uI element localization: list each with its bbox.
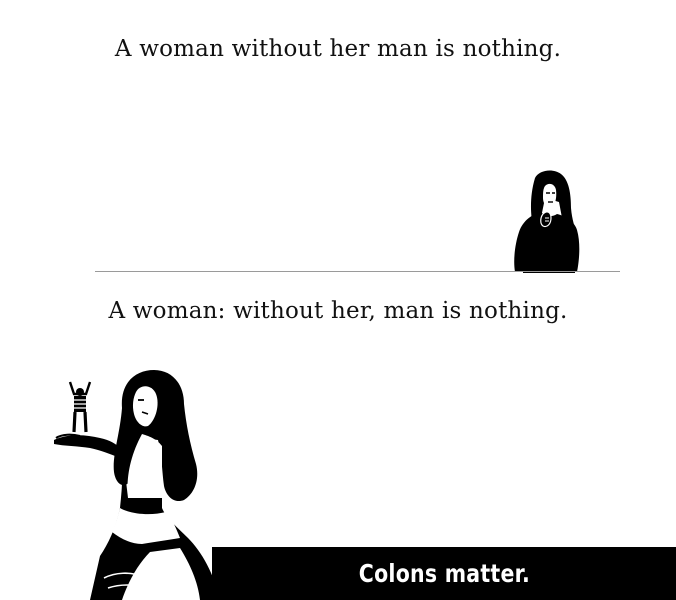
bottom-caption: A woman: without her, man is nothing. bbox=[108, 298, 568, 324]
top-caption: A woman without her man is nothing. bbox=[114, 36, 562, 62]
woman-holding-tiny-man-silhouette bbox=[50, 368, 220, 600]
banner-text: Colons matter. bbox=[358, 559, 530, 588]
panel-divider bbox=[95, 271, 620, 272]
sad-woman-silhouette bbox=[505, 168, 585, 274]
tiny-man-figure bbox=[70, 382, 90, 432]
banner bbox=[212, 547, 676, 600]
